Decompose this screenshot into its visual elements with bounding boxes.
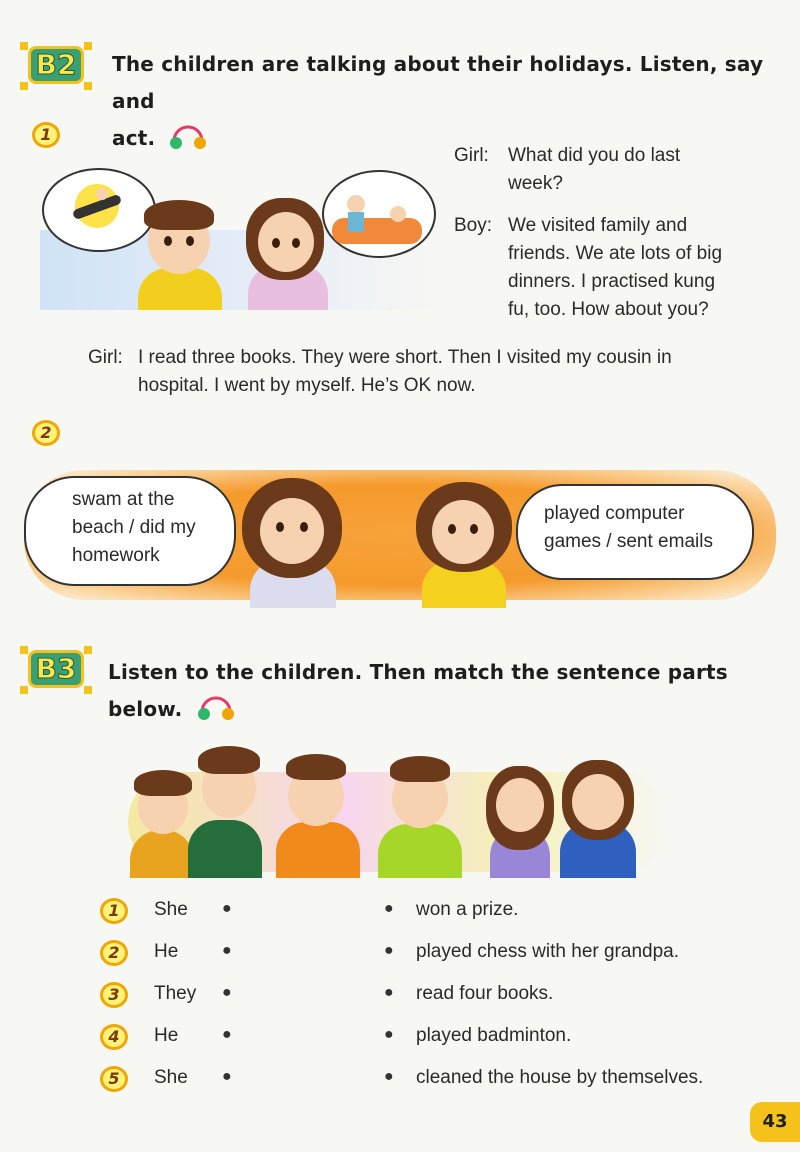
girl2-head [432,500,494,564]
part-1-badge [32,122,60,148]
bubble-line: beach / did my [72,517,196,538]
item-number-badge [100,1024,128,1050]
sentence-start: He [154,1025,179,1046]
item-number: 3 [108,985,120,1004]
section-label: B2 [35,48,77,81]
bubble-line: swam at the [72,489,175,510]
part-number: 2 [40,423,52,442]
match-row-1 [100,896,760,930]
child-head [572,774,624,830]
child-body [378,824,462,878]
match-dot-left[interactable]: ● [222,900,232,917]
item-number-badge [100,940,128,966]
child-hair [134,770,192,796]
bubble-line: played computer [544,503,685,524]
sentence-start: She [154,1067,188,1088]
dialogue-block [454,142,784,326]
item-number-badge [100,982,128,1008]
b2-instruction [112,46,792,157]
section-label: B3 [35,652,77,685]
section-badge-b3 [18,644,92,694]
sentence-end: played badminton. [416,1025,572,1046]
boy-eye [186,236,194,246]
scene-boy-girl-illustration [40,160,440,310]
match-dot-left[interactable]: ● [222,1026,232,1043]
section-badge-b2 [18,40,92,90]
match-row-2 [100,938,760,972]
sentence-end: cleaned the house by themselves. [416,1067,704,1088]
reply-line: I read three books. They were short. Then I visited my cousin in [138,347,672,368]
instruction-line [108,691,788,728]
bubble-left-text [72,486,196,570]
match-dot-left[interactable]: ● [222,984,232,1001]
match-dot-right[interactable]: ● [384,942,394,959]
bubble-right-text [544,500,713,556]
headphones-icon[interactable] [168,121,208,151]
girl-eye [272,238,280,248]
dialogue-line: We visited family and [508,215,688,236]
instruction-text: below. [108,697,183,721]
hospital-visit-image [322,170,432,254]
child-hair [198,746,260,774]
girl1-eye [300,522,308,532]
sentence-end: played chess with her grandpa. [416,941,679,962]
match-row-4 [100,1022,760,1056]
scene-six-children-illustration [128,742,668,878]
speaker-label: Girl: [88,347,123,368]
boy-hair [144,200,214,230]
instruction-line: The children are talking about their holidays. Listen, say and [112,52,764,113]
dialogue-line: What did you do last [508,145,681,166]
match-dot-right[interactable]: ● [384,1068,394,1085]
match-row-5 [100,1064,760,1098]
part-number: 1 [40,125,52,144]
dialogue-turn [454,212,784,326]
b3-instruction [108,654,788,728]
child-hair [390,756,450,782]
thought-bubble-kungfu [42,168,156,252]
sentence-end: read four books. [416,983,554,1004]
girl-eye [292,238,300,248]
girl-head [258,212,314,272]
item-number-badge [100,898,128,924]
child-body [130,830,194,878]
child-body [276,822,360,878]
sentence-start: They [154,983,197,1004]
girl1-head [260,498,324,564]
dialogue-turn [454,142,784,200]
part-2-badge [32,420,60,446]
dialogue-line: fu, too. How about you? [508,299,709,320]
item-number: 4 [108,1027,120,1046]
match-dot-right[interactable]: ● [384,1026,394,1043]
match-dot-right[interactable]: ● [384,900,394,917]
item-number-badge [100,1066,128,1092]
child-body [188,820,262,878]
girl2-eye [470,524,478,534]
page-number: 43 [750,1102,800,1142]
kungfu-kick-image [42,168,152,248]
child-hair [286,754,346,780]
sentence-end: won a prize. [416,899,519,920]
dialogue-line: week? [508,173,563,194]
bubble-line: games / sent emails [544,531,713,552]
instruction-line: Listen to the children. Then match the sentence parts [108,660,728,684]
headphones-icon[interactable] [196,692,236,722]
dialogue-line: friends. We ate lots of big [508,243,723,264]
dialogue-line: dinners. I practised kung [508,271,716,292]
sentence-start: She [154,899,188,920]
match-row-3 [100,980,760,1014]
boy-body [138,268,222,310]
item-number: 1 [108,901,120,920]
boy-eye [164,236,172,246]
speaker-label: Girl: [454,145,489,166]
item-number: 5 [108,1069,120,1088]
sentence-start: He [154,941,179,962]
girl1-eye [276,522,284,532]
girl2-eye [448,524,456,534]
child-head [496,778,544,832]
instruction-text: act. [112,126,156,150]
thought-bubble-hospital [322,170,436,258]
item-number: 2 [108,943,120,962]
bubble-line: homework [72,545,160,566]
match-dot-left[interactable]: ● [222,942,232,959]
reply-line: hospital. I went by myself. He’s OK now. [138,375,476,396]
speaker-label: Boy: [454,215,493,236]
match-dot-right[interactable]: ● [384,984,394,1001]
match-dot-left[interactable]: ● [222,1068,232,1085]
